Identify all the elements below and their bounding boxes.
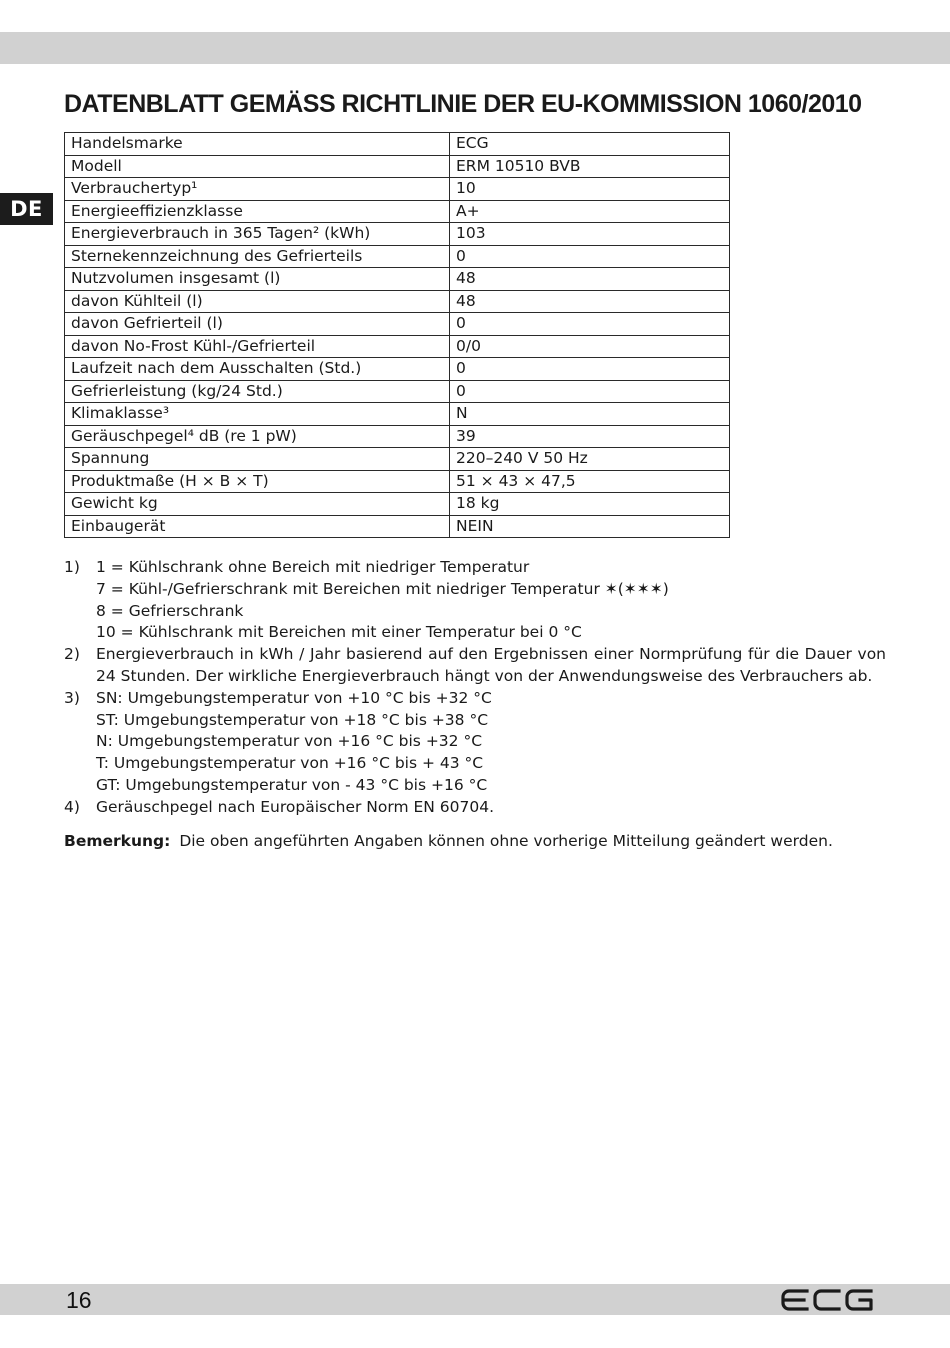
spec-label-cell: Laufzeit nach dem Ausschalten (Std.)	[65, 358, 450, 381]
table-row	[65, 200, 730, 223]
spec-value-cell: ERM 10510 BVB	[450, 155, 730, 178]
page-number: 16	[66, 1287, 92, 1313]
page-title: DATENBLATT GEMÄSS RICHTLINIE DER EU-KOMMISSION 1060/2010	[64, 90, 862, 118]
footnote-line: ST: Umgebungstemperatur von +18 °C bis +38 °C	[96, 710, 489, 729]
spec-label-cell: davon Gefrierteil (l)	[65, 313, 450, 336]
spec-label-cell: Einbaugerät	[65, 515, 450, 538]
table-row	[65, 313, 730, 336]
footnote-line: GT: Umgebungstemperatur von - 43 °C bis +16 °C	[96, 775, 488, 794]
footnote-number: 3)	[64, 688, 80, 707]
table-row	[65, 425, 730, 448]
spec-value-cell: NEIN	[450, 515, 730, 538]
remark-label: Bemerkung:	[64, 832, 171, 850]
spec-label-cell: Spannung	[65, 448, 450, 471]
footnote	[64, 797, 886, 819]
spec-label-cell: davon No-Frost Kühl-/Gefrierteil	[65, 335, 450, 358]
footnote-number: 2)	[64, 645, 80, 664]
table-row	[65, 470, 730, 493]
footnote	[64, 557, 886, 644]
spec-table-body	[65, 133, 730, 538]
table-row	[65, 403, 730, 426]
spec-value-cell: 48	[450, 268, 730, 291]
spec-label-cell: Klimaklasse³	[65, 403, 450, 426]
spec-value-cell: 0/0	[450, 335, 730, 358]
footnote-body	[96, 557, 886, 644]
spec-label-cell: Geräuschpegel⁴ dB (re 1 pW)	[65, 425, 450, 448]
spec-value-cell: 18 kg	[450, 493, 730, 516]
spec-value-cell: 0	[450, 358, 730, 381]
spec-label-cell: Verbrauchertyp¹	[65, 178, 450, 201]
footnotes	[64, 557, 886, 819]
spec-value-cell: 39	[450, 425, 730, 448]
table-row	[65, 358, 730, 381]
spec-label-cell: Modell	[65, 155, 450, 178]
footnote	[64, 688, 886, 797]
table-row	[65, 493, 730, 516]
spec-label-cell: Gefrierleistung (kg/24 Std.)	[65, 380, 450, 403]
spec-label-cell: Sternekennzeichnung des Gefrierteils	[65, 245, 450, 268]
footnote-line: 8 = Gefrierschrank	[96, 601, 244, 620]
footnote-body	[96, 688, 886, 797]
footnote-line: SN: Umgebungstemperatur von +10 °C bis +32 °C	[96, 688, 492, 707]
footnote-body	[96, 644, 886, 688]
footnote-line: 7 = Kühl-/Gefrierschrank mit Bereichen mit niedriger Temperatur ✶(✶✶✶)	[96, 579, 669, 598]
table-row	[65, 223, 730, 246]
footnote-line: Geräuschpegel nach Europäischer Norm EN 60704.	[96, 797, 495, 816]
spec-label-cell: Handelsmarke	[65, 133, 450, 156]
spec-label-cell: Energieverbrauch in 365 Tagen² (kWh)	[65, 223, 450, 246]
language-tab: DE	[0, 193, 53, 225]
table-row	[65, 178, 730, 201]
footnote-number: 4)	[64, 797, 80, 816]
ecg-logo-icon	[780, 1288, 874, 1312]
table-row	[65, 448, 730, 471]
spec-value-cell: 0	[450, 313, 730, 336]
spec-value-cell: 51 × 43 × 47,5	[450, 470, 730, 493]
table-row	[65, 335, 730, 358]
spec-table	[64, 132, 730, 538]
table-row	[65, 268, 730, 291]
spec-label-cell: davon Kühlteil (l)	[65, 290, 450, 313]
table-row	[65, 380, 730, 403]
footnote-line: T: Umgebungstemperatur von +16 °C bis + 43 °C	[96, 754, 484, 773]
spec-value-cell: N	[450, 403, 730, 426]
table-row	[65, 133, 730, 156]
footnote-line: 1 = Kühlschrank ohne Bereich mit niedriger Temperatur	[96, 558, 530, 576]
footnote-line: 10 = Kühlschrank mit Bereichen mit einer Temperatur bei 0 °C	[96, 623, 582, 642]
spec-label-cell: Produktmaße (H × B × T)	[65, 470, 450, 493]
remark-text: Die oben angeführten Angaben können ohne vorherige Mitteilung geändert werden.	[179, 832, 833, 850]
footnote-line: Energieverbrauch in kWh / Jahr basierend auf den Ergebnissen einer Normprüfung für die Dauer von 24 Stunden. Der wirkliche Energieverbrauch hängt von der Anwendungsweise des Verbrauchers ab.	[96, 645, 886, 685]
spec-label-cell: Gewicht kg	[65, 493, 450, 516]
spec-value-cell: A+	[450, 200, 730, 223]
remark	[64, 830, 894, 852]
spec-value-cell: 0	[450, 380, 730, 403]
footnote	[64, 644, 886, 688]
table-row	[65, 155, 730, 178]
spec-label-cell: Nutzvolumen insgesamt (l)	[65, 268, 450, 291]
footnote-number: 1)	[64, 558, 80, 576]
footnote-line: N: Umgebungstemperatur von +16 °C bis +32 °C	[96, 732, 483, 751]
header-band	[0, 32, 950, 64]
spec-value-cell: 103	[450, 223, 730, 246]
spec-value-cell: 48	[450, 290, 730, 313]
table-row	[65, 245, 730, 268]
spec-value-cell: 0	[450, 245, 730, 268]
footnote-body	[96, 797, 886, 819]
table-row	[65, 515, 730, 538]
table-row	[65, 290, 730, 313]
spec-value-cell: ECG	[450, 133, 730, 156]
spec-value-cell: 220–240 V 50 Hz	[450, 448, 730, 471]
spec-label-cell: Energieeffizienzklasse	[65, 200, 450, 223]
spec-value-cell: 10	[450, 178, 730, 201]
